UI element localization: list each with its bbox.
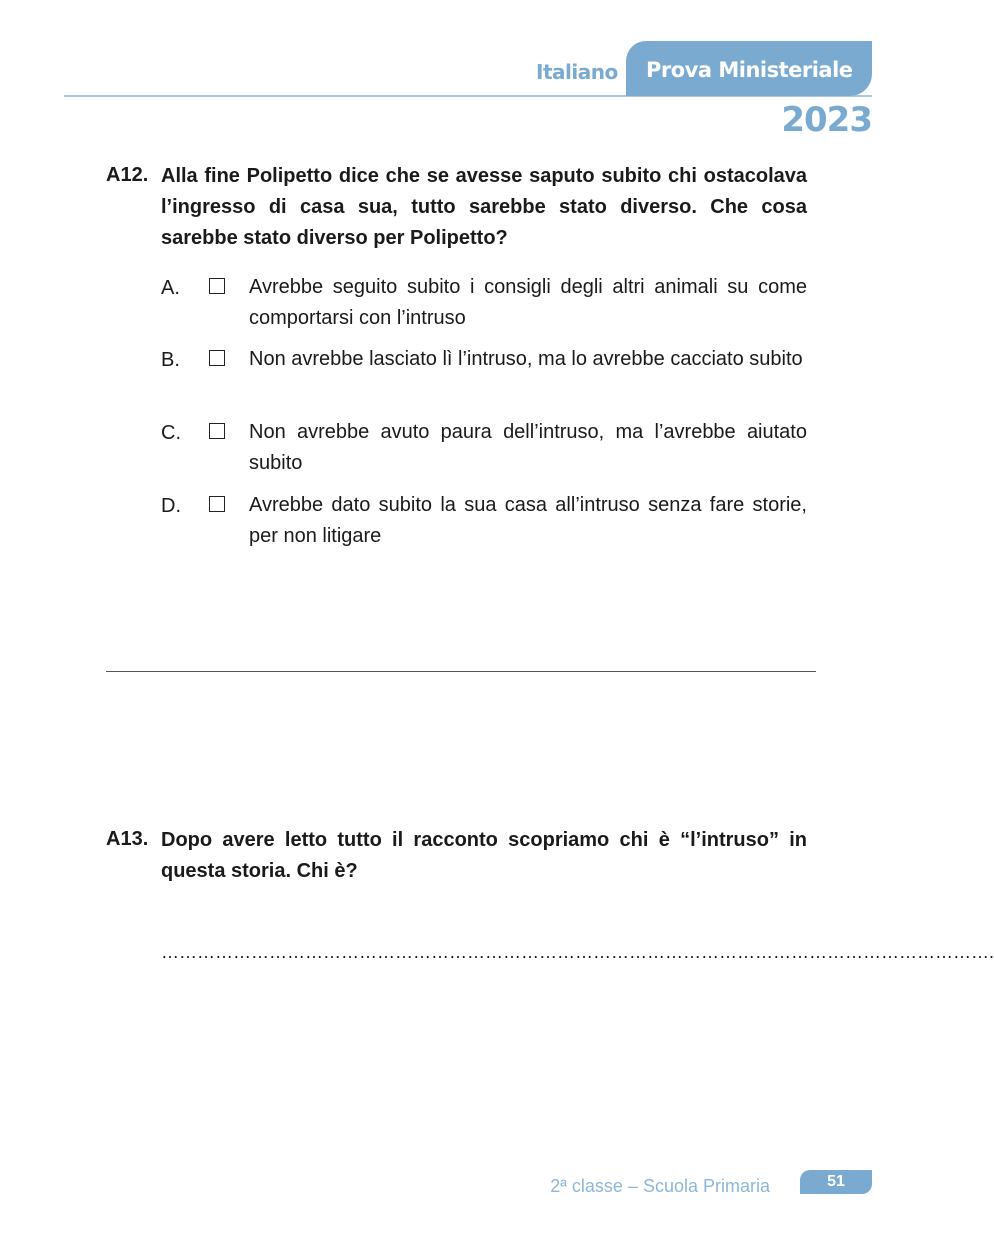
question-number-a12: A12. <box>106 164 149 186</box>
header-tab-label: Prova Ministeriale <box>646 58 853 82</box>
option-letter-b: B. <box>161 349 180 371</box>
option-letter-d: D. <box>161 495 181 517</box>
question-text-a12: Alla fine Polipetto dice che se avesse saputo subito chi ostacolava l’ingresso di casa sua, tutto sarebbe stato diverso. Che cosa sarebbe stato diverso per Polipetto? <box>161 165 807 249</box>
option-text-a: Avrebbe seguito subito i consigli degli altri animali su come comportarsi con l’intruso <box>249 276 807 329</box>
option-text-b: Non avrebbe lasciato lì l’intruso, ma lo avrebbe cacciato subito <box>249 348 803 370</box>
option-text-c: Non avrebbe avuto paura dell’intruso, ma l’avrebbe aiutato subito <box>249 421 807 474</box>
option-checkbox-a[interactable] <box>209 278 225 294</box>
option-letter-a: A. <box>161 277 180 299</box>
question-text-a13: Dopo avere letto tutto il racconto scopriamo chi è “l’intruso” in questa storia. Chi è? <box>161 829 807 882</box>
page-number-tab <box>800 1170 872 1194</box>
question-number-a13: A13. <box>106 828 149 850</box>
option-checkbox-c[interactable] <box>209 423 225 439</box>
year-label: 2023 <box>781 100 872 140</box>
header-tab <box>626 41 872 96</box>
page-number: 51 <box>827 1173 845 1190</box>
option-checkbox-d[interactable] <box>209 496 225 512</box>
subject-label: Italiano <box>536 60 618 84</box>
option-text-d: Avrebbe dato subito la sua casa all’intruso senza fare storie, per non litigare <box>249 494 807 547</box>
option-letter-c: C. <box>161 422 181 444</box>
answer-line[interactable]: …………………………………………………………………………………………………………………………. <box>161 942 994 962</box>
section-divider <box>106 671 816 672</box>
option-checkbox-b[interactable] <box>209 350 225 366</box>
footer-class-label: 2ª classe – Scuola Primaria <box>550 1176 770 1196</box>
